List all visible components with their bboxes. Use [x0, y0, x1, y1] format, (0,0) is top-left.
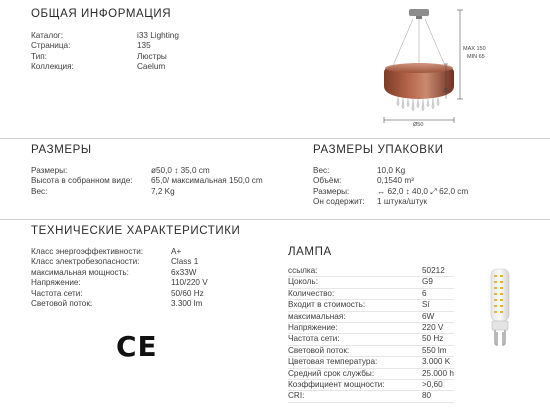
spec-label: Цоколь:: [288, 277, 318, 287]
spec-row: [313, 176, 468, 186]
spec-row: [31, 31, 179, 41]
spec-label: Средний срок службы:: [288, 368, 375, 378]
g9-bulb-image: [480, 266, 520, 348]
spec-label: Количество:: [288, 288, 335, 298]
spec-label: Класс электробезопасности:: [31, 257, 140, 267]
packaging-table: [313, 166, 468, 208]
spec-label: Коэффициент мощности:: [288, 379, 385, 389]
spec-row: [288, 323, 454, 334]
spec-value: Sí: [422, 300, 430, 310]
spec-label: Цветовая температура:: [288, 357, 378, 367]
technical-table: [31, 247, 208, 309]
spec-label: Вес:: [313, 166, 330, 175]
spec-row: [31, 41, 179, 51]
technical-title: ТЕХНИЧЕСКИЕ ХАРАКТЕРИСТИКИ: [31, 225, 241, 237]
spec-value: 25.000 h: [422, 368, 454, 378]
spec-row: [313, 197, 468, 207]
spec-label: Страница:: [31, 41, 71, 51]
spec-row: [31, 278, 208, 288]
spec-value: 10,0 Kg: [377, 166, 406, 175]
spec-row: [288, 391, 454, 402]
dimensions-table: [31, 166, 263, 197]
spec-row: [288, 289, 454, 300]
spec-label: Тип:: [31, 51, 47, 61]
spec-value: >0,60: [422, 379, 443, 389]
spec-value: 220 V: [422, 322, 444, 332]
spec-value: G9: [422, 277, 433, 287]
spec-value: i33 Lighting: [137, 31, 179, 40]
dimensions-title: РАЗМЕРЫ: [31, 144, 92, 156]
spec-label: ссылка:: [288, 266, 318, 275]
diameter-label: Ø50: [413, 122, 424, 128]
spec-row: [31, 299, 208, 309]
spec-row: [313, 166, 468, 176]
separator-2: [0, 219, 550, 220]
spec-label: Входит в стоимость:: [288, 300, 366, 310]
spec-value: 6W: [422, 311, 435, 321]
max-height-label: MAX 150: [463, 46, 486, 52]
spec-label: CRI:: [288, 391, 305, 401]
spec-value: Class 1: [171, 257, 199, 267]
spec-row: [31, 187, 263, 197]
spec-row: [31, 52, 179, 62]
spec-value: 6: [422, 288, 427, 298]
spec-value: ↔ 62,0 ↕ 40,0 ⤢ 62,0 cm: [377, 186, 469, 196]
spec-row: [288, 357, 454, 368]
spec-label: Объём:: [313, 176, 342, 186]
spec-value: 50 Hz: [422, 334, 444, 344]
packaging-title: РАЗМЕРЫ УПАКОВКИ: [313, 144, 444, 156]
chandelier-drawing: [372, 6, 550, 136]
spec-label: Световой поток:: [31, 298, 93, 308]
spec-value: Люстры: [137, 51, 167, 61]
spec-row: [288, 346, 454, 357]
lamp-table: [288, 266, 454, 403]
spec-row: [288, 266, 454, 277]
spec-label: Напряжение:: [288, 322, 338, 332]
spec-row: [31, 289, 208, 299]
spec-value: Caelum: [137, 62, 166, 72]
spec-label: Частота сети:: [288, 334, 340, 344]
spec-label: Каталог:: [31, 31, 64, 40]
general-title: ОБЩАЯ ИНФОРМАЦИЯ: [31, 8, 172, 20]
spec-row: [313, 187, 468, 197]
spec-label: максимальная мощность:: [31, 267, 129, 277]
spec-row: [288, 334, 454, 345]
spec-value: 0,1540 m³: [377, 176, 414, 186]
spec-label: Напряжение:: [31, 278, 81, 288]
ce-mark: CE: [116, 330, 158, 363]
spec-value: 7,2 Kg: [151, 186, 175, 196]
spec-value: 3.000 K: [422, 357, 451, 367]
min-height-label: MIN 65: [467, 54, 485, 60]
spec-value: 550 lm: [422, 345, 447, 355]
spec-label: Класс энергоэффективности:: [31, 247, 144, 256]
spec-value: 65,0/ максимальная 150,0 cm: [151, 176, 263, 186]
spec-value: 50212: [422, 266, 445, 275]
spec-value: 3.300 lm: [171, 298, 203, 308]
spec-value: ø50,0 ↕ 35,0 cm: [151, 166, 210, 175]
general-info-table: [31, 31, 179, 73]
lamp-title: ЛАМПА: [288, 246, 332, 258]
spec-label: Размеры:: [31, 166, 68, 175]
spec-value: 135: [137, 41, 151, 51]
separator-1: [0, 138, 550, 139]
spec-row: [31, 257, 208, 267]
spec-row: [31, 247, 208, 257]
spec-value: 50/60 Hz: [171, 288, 204, 298]
spec-label: максимальная:: [288, 311, 346, 321]
spec-row: [31, 268, 208, 278]
spec-label: Частота сети:: [31, 288, 83, 298]
shade-height-label: 35: [443, 88, 450, 94]
spec-value: 80: [422, 391, 432, 401]
spec-value: A+: [171, 247, 182, 256]
spec-row: [31, 166, 263, 176]
spec-row: [288, 380, 454, 391]
spec-row: [31, 176, 263, 186]
spec-value: 1 штука/штук: [377, 197, 428, 207]
spec-row: [31, 62, 179, 72]
spec-row: [288, 277, 454, 288]
spec-label: Он содержит:: [313, 197, 365, 207]
spec-label: Вес:: [31, 186, 48, 196]
spec-label: Световой поток:: [288, 345, 350, 355]
spec-row: [288, 369, 454, 380]
spec-row: [288, 300, 454, 311]
spec-label: Размеры:: [313, 186, 350, 196]
spec-value: 6x33W: [171, 267, 197, 277]
spec-value: 110/220 V: [171, 278, 208, 288]
spec-label: Высота в собранном виде:: [31, 176, 133, 186]
spec-label: Коллекция:: [31, 62, 74, 72]
spec-row: [288, 312, 454, 323]
